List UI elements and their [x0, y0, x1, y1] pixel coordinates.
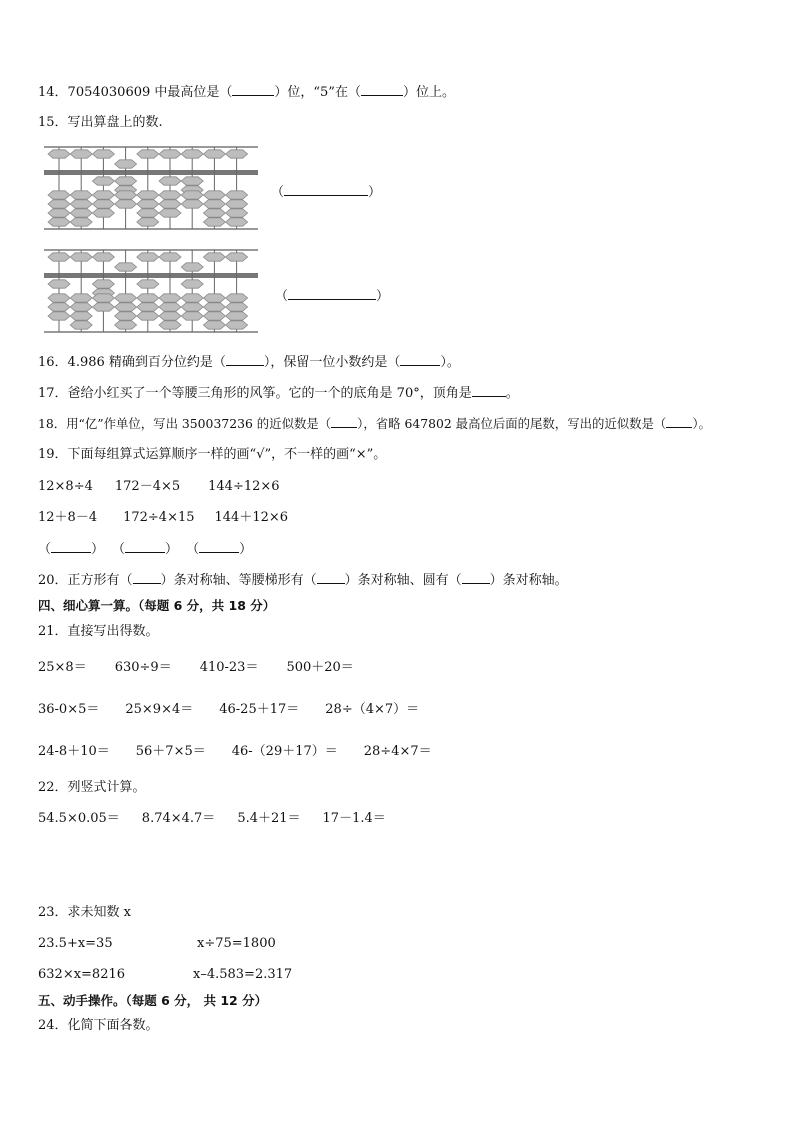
abacus-bead — [115, 321, 137, 329]
q22-expr: 5.4＋21＝ — [237, 811, 301, 826]
q19-answer-3-open: （ — [186, 542, 200, 557]
abacus-bead — [115, 312, 137, 320]
abacus-bead — [203, 312, 225, 320]
q16-text-c: ）。 — [440, 355, 460, 370]
q18-blank-1[interactable] — [331, 415, 357, 428]
abacus-bead — [70, 191, 92, 199]
abacus-bead — [70, 253, 92, 261]
q20-text-d: ）条对称轴。 — [489, 573, 568, 588]
abacus-bead — [48, 312, 70, 320]
abacus-bead — [226, 312, 248, 320]
q23-equation: 632×x=8216 — [38, 967, 126, 982]
q21-expr: 28÷（4×7）＝ — [325, 702, 420, 717]
abacus-bead — [137, 303, 159, 311]
abacus-bead — [226, 294, 248, 302]
abacus-bead — [48, 218, 70, 226]
abacus-bead — [226, 191, 248, 199]
question-22 — [38, 779, 146, 797]
question-21 — [38, 623, 159, 641]
abacus-bead — [92, 294, 114, 302]
q23-row-2b — [193, 966, 292, 984]
abacus-2-paren-open: （ — [275, 289, 289, 304]
abacus-bead — [115, 303, 137, 311]
q16-text-b: ），保留一位小数约是（ — [263, 355, 401, 370]
q19-answer-1-open: （ — [38, 542, 52, 557]
abacus-bead — [137, 200, 159, 208]
question-19 — [38, 446, 386, 464]
q19-answer-2-blank[interactable] — [125, 540, 165, 553]
q17-blank[interactable] — [472, 384, 506, 397]
q23-equation: x÷75=1800 — [197, 936, 276, 951]
abacus-bead — [48, 303, 70, 311]
q21-expr: 56＋7×5＝ — [135, 744, 206, 759]
q14-text-a: 7054030609 中最高位是（ — [67, 85, 233, 100]
abacus-bead — [137, 253, 159, 261]
abacus-bead — [159, 209, 181, 217]
abacus-bead — [70, 303, 92, 311]
abacus-2-blank[interactable] — [288, 287, 376, 300]
q19-answer-1-blank[interactable] — [51, 540, 91, 553]
abacus-bead — [159, 321, 181, 329]
q15-text: 写出算盘上的数. — [67, 115, 163, 130]
q21-row-1 — [38, 659, 354, 677]
abacus-bead — [137, 294, 159, 302]
abacus-bead — [203, 303, 225, 311]
abacus-bead — [70, 200, 92, 208]
q21-expr: 24-8＋10＝ — [38, 744, 110, 759]
q21-text: 直接写出得数。 — [67, 624, 159, 639]
q21-expr: 410-23＝ — [199, 660, 259, 675]
q19-row-2 — [38, 509, 288, 527]
abacus-bead — [226, 253, 248, 261]
q23-row-1b — [197, 935, 276, 953]
abacus-bead — [203, 218, 225, 226]
abacus-bead — [159, 303, 181, 311]
abacus-bead — [48, 191, 70, 199]
abacus-1-answer — [271, 181, 381, 200]
q19-answers — [38, 540, 252, 559]
q23-text: 求未知数 x — [67, 905, 132, 920]
q23-row-1 — [38, 935, 113, 953]
q21-row-3 — [38, 743, 432, 761]
abacus-bead — [70, 150, 92, 158]
abacus-bead — [181, 191, 203, 199]
abacus-bead — [70, 312, 92, 320]
abacus-bead — [226, 200, 248, 208]
q18-text-b: ），省略 647802 最高位后面的尾数，写出的近似数是（ — [357, 416, 667, 431]
abacus-bead — [92, 209, 114, 217]
abacus-bead — [115, 160, 137, 168]
abacus-bead — [159, 312, 181, 320]
abacus-beam — [44, 273, 258, 278]
q21-expr: 46-25＋17＝ — [219, 702, 300, 717]
question-23 — [38, 904, 131, 922]
abacus-bead — [137, 280, 159, 288]
q19-expr: 172÷4×15 — [123, 510, 195, 525]
abacus-1 — [44, 146, 258, 230]
q14-blank-1[interactable] — [232, 83, 274, 96]
question-15 — [38, 114, 163, 132]
abacus-bead — [159, 191, 181, 199]
q21-expr: 36-0×5＝ — [38, 702, 100, 717]
abacus-bead — [48, 150, 70, 158]
abacus-bead — [70, 294, 92, 302]
question-14 — [38, 83, 455, 102]
abacus-bead — [203, 253, 225, 261]
q21-expr: 46-（29＋17）＝ — [231, 744, 338, 759]
q20-number: 20． — [38, 573, 68, 588]
q19-answer-2-open: （ — [112, 542, 126, 557]
q16-number: 16． — [38, 355, 68, 370]
q23-equation: 23.5+x=35 — [38, 936, 113, 951]
abacus-bead — [226, 209, 248, 217]
question-18 — [38, 415, 711, 433]
abacus-bead — [137, 218, 159, 226]
abacus-bead — [203, 200, 225, 208]
q19-expr: 12×8÷4 — [38, 479, 93, 494]
section-5-heading: 五、动手操作。（每题 6 分， 共 12 分） — [38, 993, 268, 1008]
q21-expr: 630÷9＝ — [114, 660, 172, 675]
question-17 — [38, 384, 519, 403]
q14-text-c: ）位上。 — [402, 85, 455, 100]
abacus-bead — [92, 191, 114, 199]
question-16 — [38, 353, 460, 372]
q20-text-b: ）条对称轴、等腰梯形有（ — [160, 573, 317, 588]
abacus-bead — [115, 177, 137, 185]
q24-text: 化简下面各数。 — [67, 1018, 159, 1033]
abacus-bead — [203, 191, 225, 199]
abacus-bead — [115, 200, 137, 208]
q21-row-2 — [38, 701, 419, 719]
abacus-bead — [92, 253, 114, 261]
abacus-bead — [137, 150, 159, 158]
abacus-2-answer — [275, 285, 389, 304]
abacus-bead — [226, 303, 248, 311]
section-4-heading: 四、细心算一算。（每题 6 分，共 18 分） — [38, 598, 276, 613]
q20-blank-2[interactable] — [317, 571, 345, 584]
q14-number: 14． — [38, 85, 68, 100]
q17-number: 17． — [38, 386, 68, 401]
abacus-bead — [181, 177, 203, 185]
abacus-bead — [181, 263, 203, 271]
q18-blank-2[interactable] — [666, 415, 692, 428]
abacus-bead — [203, 209, 225, 217]
abacus-bead — [159, 150, 181, 158]
q16-blank-2[interactable] — [400, 353, 440, 366]
abacus-bead — [181, 280, 203, 288]
q21-expr: 28÷4×7＝ — [363, 744, 432, 759]
q19-text: 下面每组算式运算顺序一样的画“√”，不一样的画“×”。 — [67, 447, 387, 462]
q22-expr: 54.5×0.05＝ — [38, 811, 120, 826]
q16-blank-1[interactable] — [226, 353, 264, 366]
abacus-bead — [92, 200, 114, 208]
question-24 — [38, 1017, 159, 1035]
abacus-bead — [203, 294, 225, 302]
abacus-bead — [115, 263, 137, 271]
abacus-bead — [159, 200, 181, 208]
q14-blank-2[interactable] — [361, 83, 403, 96]
abacus-bead — [181, 150, 203, 158]
abacus-bead — [137, 191, 159, 199]
abacus-bead — [181, 312, 203, 320]
abacus-bead — [181, 303, 203, 311]
q19-answer-2-close: ） — [165, 542, 179, 557]
q20-text-c: ）条对称轴、圆有（ — [344, 573, 462, 588]
q21-expr: 25×8＝ — [38, 660, 87, 675]
abacus-bead — [226, 321, 248, 329]
q19-answer-3-close: ） — [239, 542, 253, 557]
abacus-bead — [48, 200, 70, 208]
q19-expr: 172－4×5 — [114, 479, 181, 494]
question-20 — [38, 571, 568, 590]
q19-number: 19． — [38, 447, 68, 462]
abacus-bead — [203, 150, 225, 158]
q16-text-a: 4.986 精确到百分位约是（ — [67, 355, 226, 370]
q20-blank-1[interactable] — [133, 571, 161, 584]
q22-text: 列竖式计算。 — [67, 780, 146, 795]
q20-blank-3[interactable] — [462, 571, 490, 584]
q18-text-c: ）。 — [692, 416, 711, 431]
abacus-1-paren-open: （ — [271, 185, 285, 200]
abacus-bead — [137, 312, 159, 320]
abacus-1-paren-close: ） — [368, 185, 382, 200]
q17-text-a: 爸给小红买了一个等腰三角形的风筝。它的一个的底角是 70°，顶角是 — [67, 386, 472, 401]
abacus-2-paren-close: ） — [376, 289, 390, 304]
q23-equation: x–4.583=2.317 — [193, 967, 293, 982]
abacus-bead — [48, 209, 70, 217]
q17-text-b: 。 — [505, 386, 519, 401]
q19-row-1 — [38, 478, 280, 496]
q21-number: 21． — [38, 624, 68, 639]
abacus-bead — [48, 253, 70, 261]
q24-number: 24． — [38, 1018, 68, 1033]
abacus-2 — [44, 249, 258, 333]
abacus-bead — [115, 191, 137, 199]
q23-row-2 — [38, 966, 125, 984]
abacus-bead — [70, 209, 92, 217]
abacus-bead — [159, 294, 181, 302]
abacus-bead — [70, 218, 92, 226]
abacus-bead — [48, 280, 70, 288]
q14-text-b: ）位，“5”在（ — [274, 85, 361, 100]
q21-expr: 25×9×4＝ — [125, 702, 194, 717]
abacus-beam — [44, 170, 258, 175]
abacus-bead — [181, 294, 203, 302]
abacus-bead — [92, 280, 114, 288]
abacus-bead — [137, 209, 159, 217]
q19-answer-3-blank[interactable] — [199, 540, 239, 553]
abacus-bead — [226, 218, 248, 226]
q18-text-a: 用“亿”作单位，写出 350037236 的近似数是（ — [66, 416, 332, 431]
abacus-1-blank[interactable] — [284, 183, 368, 196]
q19-expr: 12＋8－4 — [38, 510, 98, 525]
abacus-bead — [92, 177, 114, 185]
abacus-bead — [48, 294, 70, 302]
q20-text-a: 正方形有（ — [67, 573, 133, 588]
abacus-bead — [159, 253, 181, 261]
abacus-bead — [181, 200, 203, 208]
abacus-bead — [92, 303, 114, 311]
q19-answer-1-close: ） — [91, 542, 105, 557]
q22-expr: 8.74×4.7＝ — [141, 811, 216, 826]
q22-expr: 17－1.4＝ — [322, 811, 386, 826]
abacus-bead — [92, 150, 114, 158]
abacus-bead — [203, 321, 225, 329]
abacus-bead — [226, 150, 248, 158]
q22-number: 22． — [38, 780, 68, 795]
q22-row-1 — [38, 810, 386, 828]
q18-number: 18． — [38, 416, 67, 431]
q21-expr: 500＋20＝ — [286, 660, 354, 675]
abacus-bead — [115, 294, 137, 302]
abacus-bead — [70, 321, 92, 329]
abacus-bead — [159, 177, 181, 185]
q15-number: 15． — [38, 115, 68, 130]
q19-expr: 144÷12×6 — [208, 479, 280, 494]
q19-expr: 144＋12×6 — [214, 510, 289, 525]
q23-number: 23． — [38, 905, 68, 920]
